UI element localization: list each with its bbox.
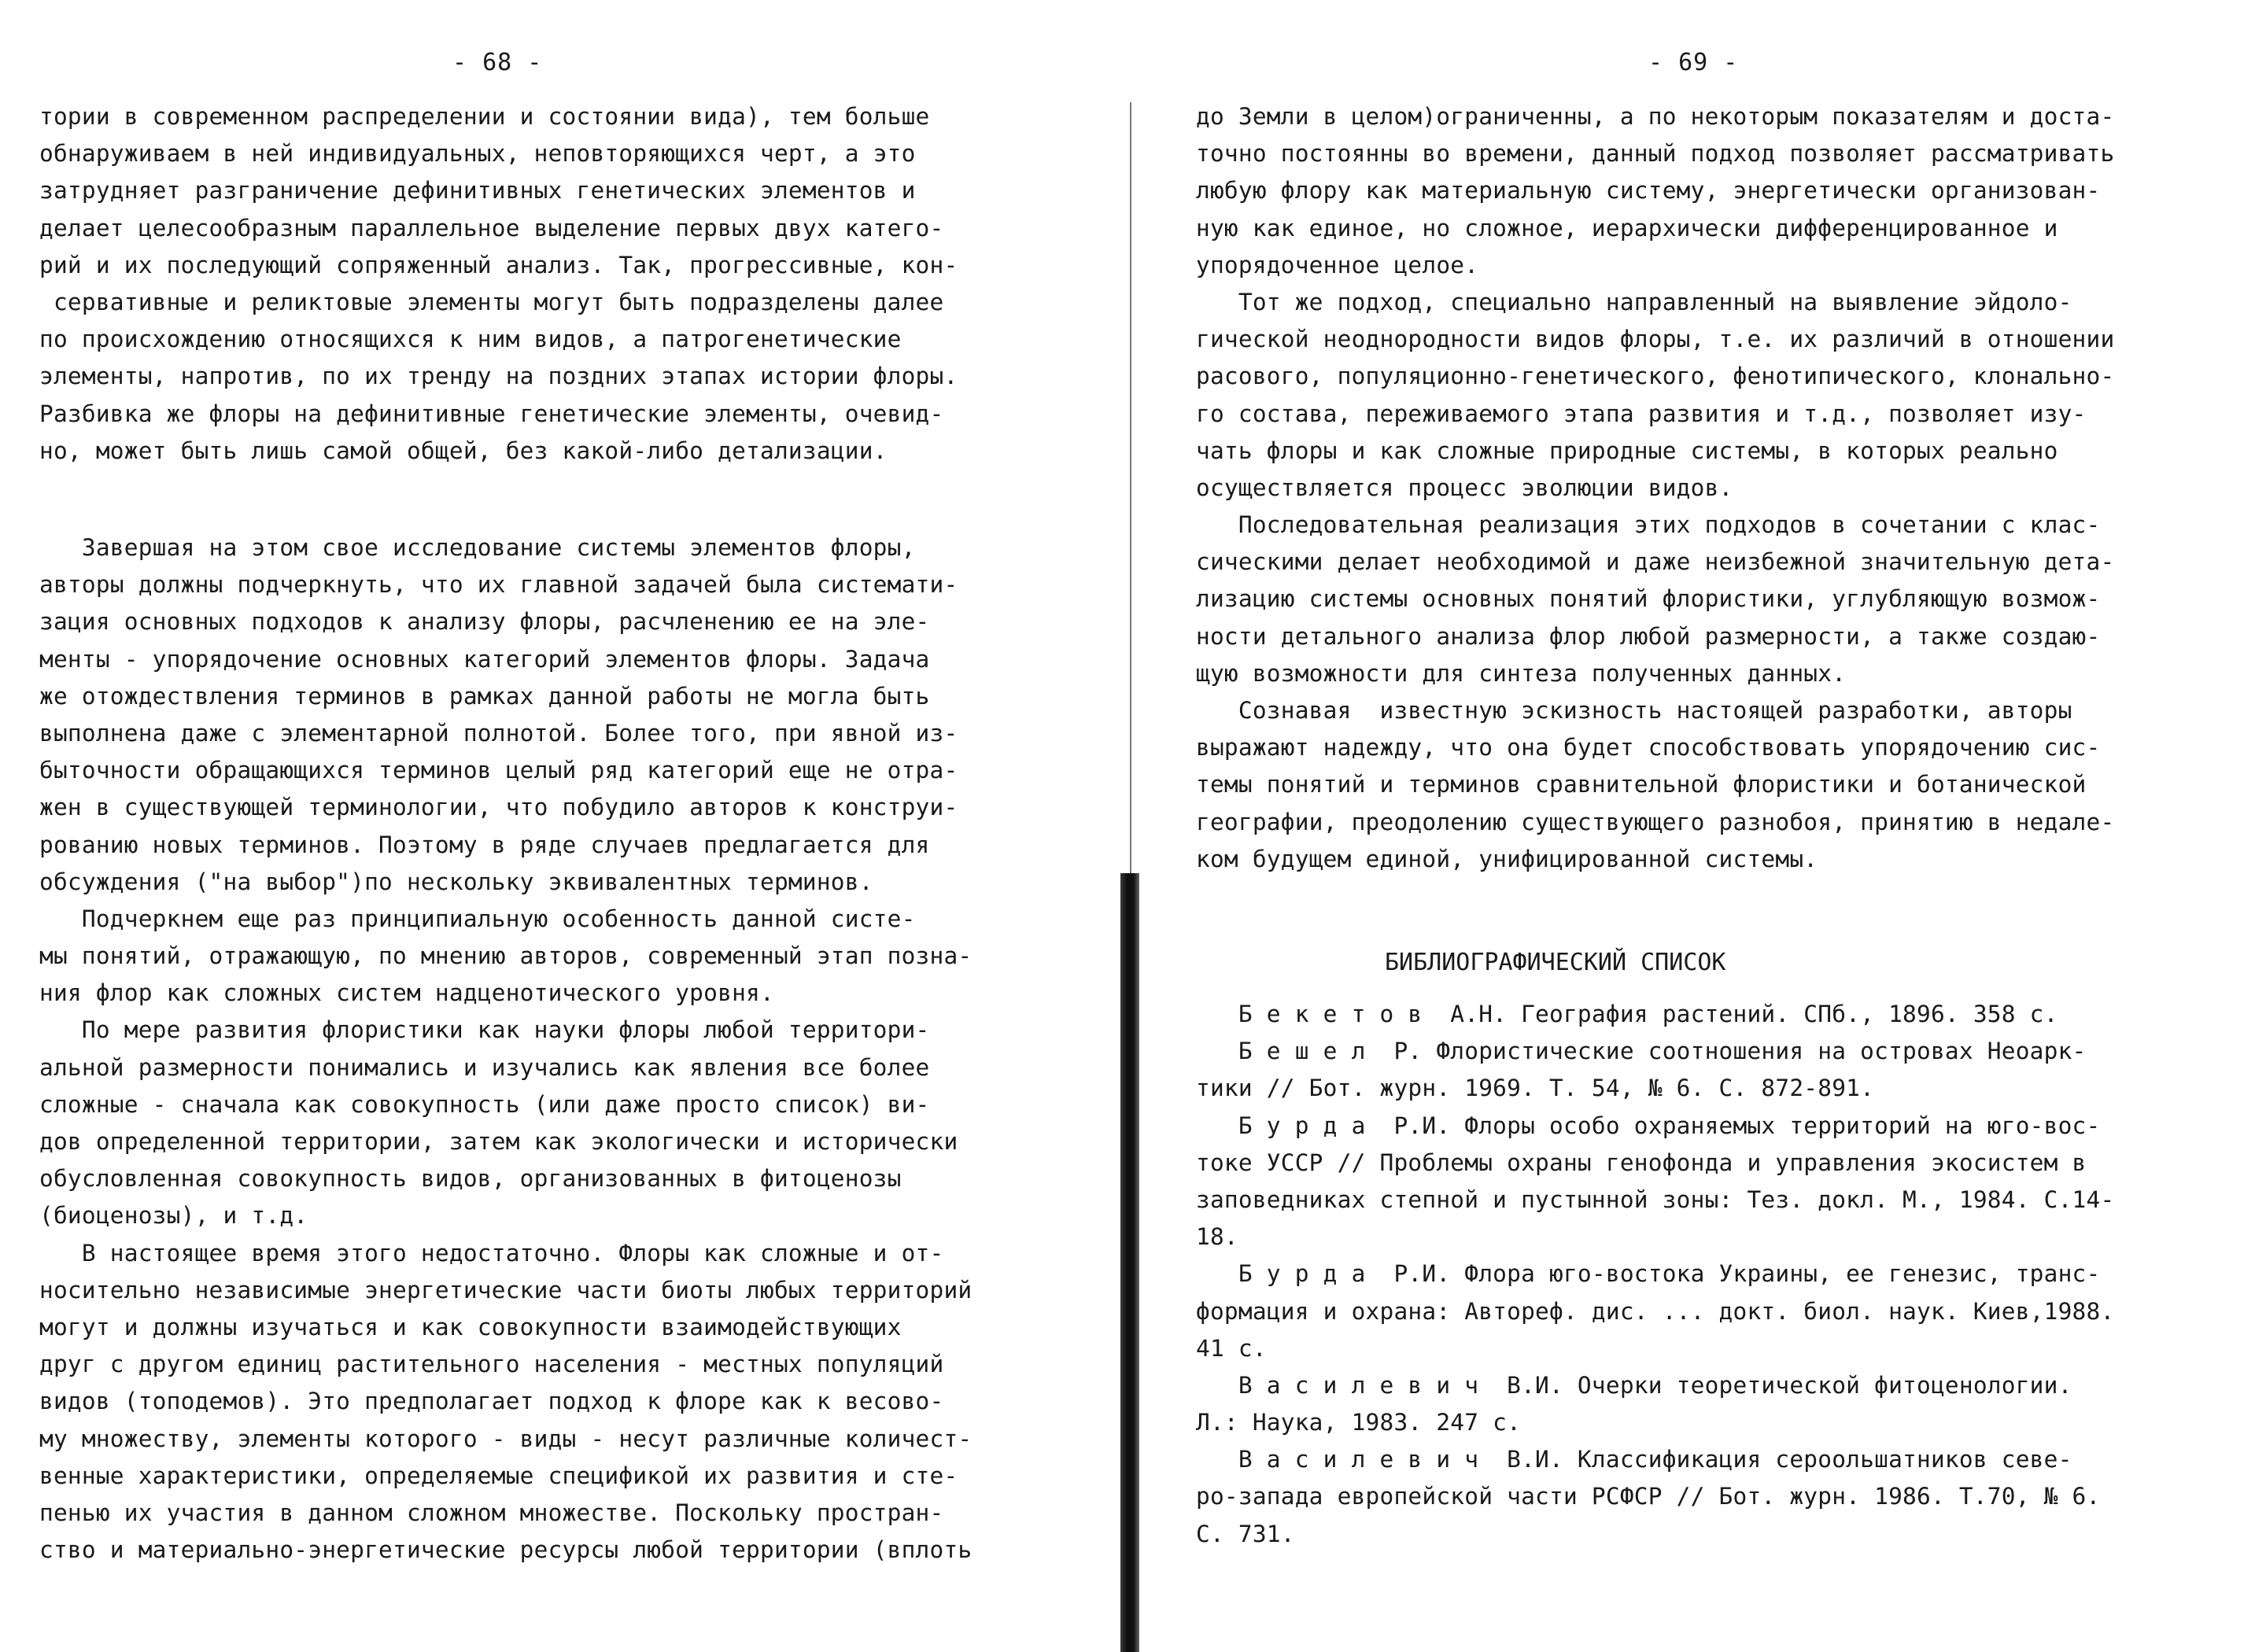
text-line: темы понятий и терминов сравнительной флористики и ботанической — [1196, 771, 2087, 798]
text-line: Тот же подход, специально направленный на выявление эйдоло- — [1196, 288, 2072, 315]
text-line: сервативные и реликтовые элементы могут быть подразделены далее — [39, 288, 944, 315]
bibliography-heading: БИБЛИОГРАФИЧЕСКИЙ СПИСОК — [1385, 949, 1726, 976]
text-line: По мере развития флористики как науки флоры любой территори- — [39, 1016, 930, 1044]
bibliography-line: токе УССР // Проблемы охраны генофонда и управления экосистем в — [1196, 1149, 2087, 1176]
text-line: Последовательная реализация этих подходов в сочетании с клас- — [1196, 511, 2101, 539]
bibliography-line: заповедниках степной и пустынной зоны: Тез. докл. М., 1984. С.14- — [1196, 1186, 2115, 1213]
text-line: сическими делает необходимой и даже неизбежной значительную дета- — [1196, 548, 2115, 576]
text-line: ния флор как сложных систем надценотического уровня. — [39, 979, 774, 1007]
text-line: венные характеристики, определяемые спецификой их развития и сте- — [39, 1462, 958, 1489]
text-line: (биоценозы), и т.д. — [39, 1202, 308, 1230]
text-line: но, может быть лишь самой общей, без какой-либо детализации. — [39, 437, 888, 464]
text-line: дов определенной территории, затем как экологически и исторически — [39, 1128, 958, 1155]
text-line: гической неоднородности видов флоры, т.е. их различий в отношении — [1196, 326, 2115, 353]
text-line: точно постоянны во времени, данный подход позволяет рассматривать — [1196, 140, 2115, 168]
text-line: ство и материально-энергетические ресурсы любой территории (вплоть — [39, 1536, 972, 1564]
text-line: географии, преодолению существующего разнобоя, принятию в недале- — [1196, 808, 2115, 835]
text-line: затрудняет разграничение дефинитивных генетических элементов и — [39, 177, 916, 205]
bibliography-line: Б у р д а Р.И. Флоры особо охраняемых территорий на юго-вос- — [1196, 1112, 2101, 1139]
book-gutter — [1109, 102, 1157, 1652]
text-line: щую возможности для синтеза полученных данных. — [1196, 659, 1847, 687]
text-line: жен в существующей терминологии, что побудило авторов к конструи- — [39, 794, 958, 821]
right-page — [1157, 0, 2266, 1652]
bibliography-line: С. 731. — [1196, 1520, 1295, 1547]
text-line: видов (топодемов). Это предполагает подход к флоре как к весово- — [39, 1388, 944, 1415]
text-line: рованию новых терминов. Поэтому в ряде случаев предлагается для — [39, 831, 930, 858]
text-line: быточности обращающихся терминов целый ряд категорий еще не отра- — [39, 757, 958, 784]
text-block-main — [39, 529, 972, 1569]
text-line: же отождествления терминов в рамках данной работы не могла быть — [39, 682, 930, 710]
text-line: осуществляется процесс эволюции видов. — [1196, 474, 1733, 501]
bibliography-line: 41 с. — [1196, 1334, 1267, 1362]
gutter-shadow — [1120, 873, 1139, 1652]
text-line: Разбивка же флоры на дефинитивные генетические элементы, очевид- — [39, 400, 944, 427]
text-line: выполнена даже с элементарной полнотой. Более того, при явной из- — [39, 719, 958, 747]
text-line: пенью их участия в данном сложном множестве. Поскольку простран- — [39, 1499, 944, 1526]
text-line: ную как единое, но сложное, иерархически дифференцированное и — [1196, 214, 2058, 242]
text-line: В настоящее время этого недостаточно. Флоры как сложные и от- — [39, 1239, 944, 1267]
bibliography-line: Б е к е т о в А.Н. География растений. СПб., 1896. 358 с. — [1196, 1001, 2058, 1027]
bibliography-line: ро-запада европейской части РСФСР // Бот. журн. 1986. Т.70, № 6. — [1196, 1483, 2101, 1510]
text-line: по происхождению относящихся к ним видов, а патрогенетические — [39, 326, 902, 353]
text-line: выражают надежду, что она будет способствовать упорядочению сис- — [1196, 734, 2101, 761]
text-line: менты - упорядочение основных категорий элементов флоры. Задача — [39, 645, 930, 673]
text-line: лизацию системы основных понятий флористики, углубляющую возмож- — [1196, 585, 2101, 613]
text-line: Завершая на этом свое исследование системы элементов флоры, — [39, 534, 916, 561]
text-line: мы понятий, отражающую, по мнению авторов, современный этап позна- — [39, 942, 972, 970]
text-line: элементы, напротив, по их тренду на поздних этапах истории флоры. — [39, 363, 958, 390]
text-line: упорядоченное целое. — [1196, 251, 1479, 278]
text-line: альной размерности понимались и изучались как явления все более — [39, 1053, 930, 1081]
text-line: друг с другом единиц растительного населения - местных популяций — [39, 1351, 944, 1378]
text-line: обусловленная совокупность видов, организованных в фитоценозы — [39, 1165, 902, 1193]
left-page — [0, 0, 1109, 1652]
text-line: чать флоры и как сложные природные системы, в которых реально — [1196, 437, 2058, 464]
text-line: зация основных подходов к анализу флоры, расчленению ее на эле- — [39, 608, 930, 636]
bibliography-list — [1196, 996, 2114, 1553]
text-line: го состава, переживаемого этапа развития и т.д., позволяет изу- — [1196, 400, 2087, 427]
text-line: делает целесообразным параллельное выделение первых двух катего- — [39, 214, 944, 242]
text-line: ности детального анализа флор любой размерности, а также создаю- — [1196, 622, 2101, 650]
bibliography-line: 18. — [1196, 1223, 1238, 1251]
bibliography-line: Б е ш е л Р. Флористические соотношения на островах Неоарк- — [1196, 1038, 2087, 1065]
text-line: рий и их последующий сопряженный анализ. Так, прогрессивные, кон- — [39, 251, 958, 278]
bibliography-line: формация и охрана: Автореф. дис. ... докт. биол. наук. Киев,1988. — [1196, 1297, 2115, 1325]
bibliography-line: В а с и л е в и ч В.И. Очерки теоретической фитоценологии. — [1196, 1371, 2072, 1399]
text-line: тории в современном распределении и состоянии вида), тем больше — [39, 103, 930, 130]
page-number: - 69 - — [1648, 49, 1739, 76]
gutter-line — [1130, 102, 1131, 873]
text-line: обсуждения ("на выбор")по нескольку эквивалентных терминов. — [39, 868, 873, 895]
text-line: любую флору как материальную систему, энергетически организован- — [1196, 177, 2101, 205]
bibliography-line: Л.: Наука, 1983. 247 с. — [1196, 1409, 1522, 1436]
text-line: носительно независимые энергетические части биоты любых территорий — [39, 1276, 972, 1304]
text-line: сложные - сначала как совокупность (или даже просто список) ви- — [39, 1090, 930, 1118]
bibliography-line: В а с и л е в и ч В.И. Классификация сероольшатников севе- — [1196, 1446, 2072, 1473]
bibliography-line: тики // Бот. журн. 1969. Т. 54, № 6. С. 872-891. — [1196, 1075, 1875, 1102]
text-line: Подчеркнем еще раз принципиальную особенность данной систе- — [39, 905, 916, 932]
text-line: авторы должны подчеркнуть, что их главной задачей была системати- — [39, 571, 958, 599]
text-line: ком будущем единой, унифицированной системы. — [1196, 845, 1818, 872]
text-line: обнаруживаем в ней индивидуальных, неповторяющихся черт, а это — [39, 140, 916, 168]
text-line: до Земли в целом)ограниченны, а по некоторым показателям и доста- — [1196, 103, 2115, 130]
text-block-top — [39, 98, 958, 470]
text-line: расового, популяционно-генетического, фенотипического, клонально- — [1196, 363, 2115, 390]
text-block-top — [1196, 98, 2114, 878]
bibliography-line: Б у р д а Р.И. Флора юго-востока Украины, ее генезис, транс- — [1196, 1260, 2101, 1288]
text-line: могут и должны изучаться и как совокупности взаимодействующих — [39, 1313, 902, 1340]
text-line: му множеству, элементы которого - виды - несут различные количест- — [39, 1425, 972, 1452]
page-number: - 68 - — [452, 49, 543, 76]
text-line: Сознавая известную эскизность настоящей разработки, авторы — [1196, 697, 2072, 724]
